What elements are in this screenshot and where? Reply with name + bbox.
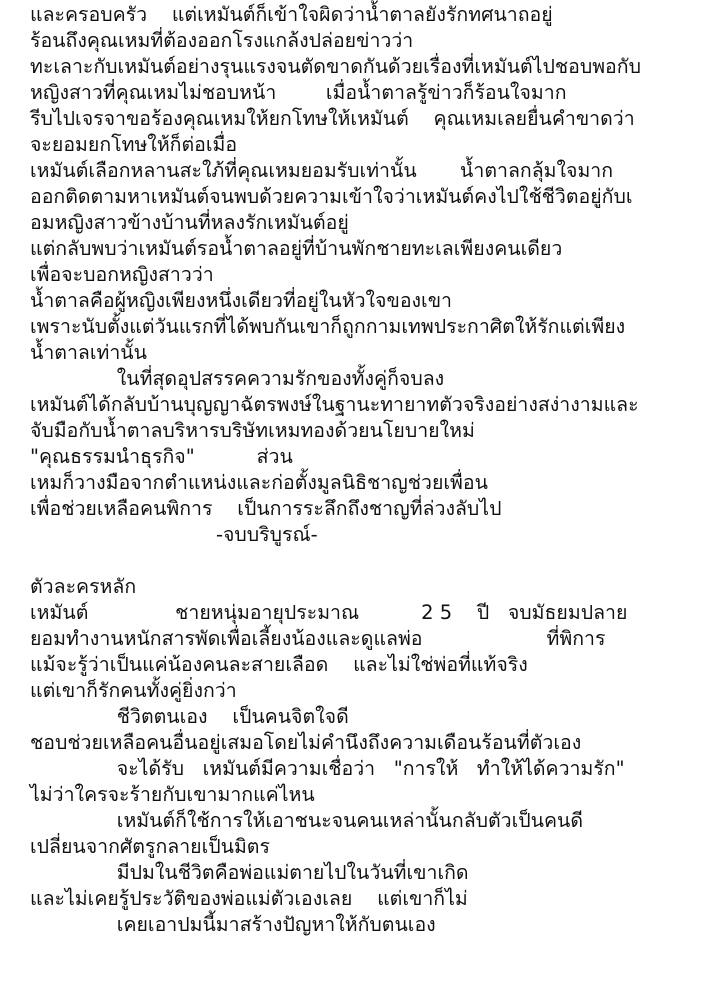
text-line: ออกติดตามหาเหมันต์จนพบด้วยความเข้าใจว่าเหมันต์คงไปใช้ชีวิตอยู่กับเ: [30, 185, 633, 208]
text-line: เคยเอาปมนี้มาสร้างปัญหาให้กับตนเอง: [30, 913, 436, 936]
text-line: เพื่อช่วยเหลือคนพิการ เป็นการระลึกถึงชาญที่ล่วงลับไป: [30, 497, 502, 520]
text-line: อมหญิงสาวข้างบ้านที่หลงรักเหมันต์อยู่: [30, 211, 349, 234]
text-line: จับมือกับน้ำตาลบริหารบริษัทเหมทองด้วยนโยบายใหม่: [30, 419, 475, 442]
text-line: เปลี่ยนจากศัตรูกลายเป็นมิตร: [30, 835, 270, 858]
text-line: แม้จะรู้ว่าเป็นแค่น้องคนละสายเลือด และไม่ใช่พ่อที่แท้จริง: [30, 653, 528, 676]
text-line: หญิงสาวที่คุณเหมไม่ชอบหน้า เมื่อน้ำตาลรู้ข่าวก็ร้อนใจมาก: [30, 81, 567, 104]
text-line: ชีวิตตนเอง เป็นคนจิตใจดี: [30, 705, 349, 728]
text-line: ไม่ว่าใครจะร้ายกับเขามากแค่ไหน: [30, 783, 315, 806]
text-line: ในที่สุดอุปสรรคความรักของทั้งคู่ก็จบลง: [30, 367, 445, 390]
text-line: น้ำตาลเท่านั้น: [30, 341, 147, 364]
end-marker: -จบบริบูรณ์-: [30, 523, 318, 546]
text-line: จะได้รับ เหมันต์มีความเชื่อว่า "การให้ ทำให้ได้ความรัก": [30, 757, 625, 780]
text-line: เพราะนับตั้งแต่วันแรกที่ได้พบกันเขาก็ถูกกามเทพประกาศิตให้รักแต่เพียง: [30, 315, 626, 338]
text-line: น้ำตาลคือผู้หญิงเพียงหนึ่งเดียวที่อยู่ในหัวใจของเขา: [30, 289, 452, 312]
text-line: เหมันต์เลือกหลานสะใภ้ที่คุณเหมยอมรับเท่านั้น น้ำตาลกลุ้มใจมาก: [30, 159, 614, 182]
text-line: แต่กลับพบว่าเหมันต์รอน้ำตาลอยู่ที่บ้านพักชายทะเลเพียงคนเดียว: [30, 237, 563, 260]
text-line: ชอบช่วยเหลือคนอื่นอยู่เสมอโดยไม่คำนึงถึงความเดือนร้อนที่ตัวเอง: [30, 731, 582, 754]
text-line: เหมันต์ได้กลับบ้านบุญญาฉัตรพงษ์ในฐานะทายาทตัวจริงอย่างสง่างามและ: [30, 393, 639, 416]
text-line: และไม่เคยรู้ประวัติของพ่อแม่ตัวเองเลย แต่เขาก็ไม่: [30, 887, 468, 910]
section-heading: ตัวละครหลัก: [30, 575, 137, 598]
text-line: จะยอมยกโทษให้ก็ต่อเมื่อ: [30, 133, 238, 156]
text-line: รีบไปเจรจาขอร้องคุณเหมให้ยกโทษให้เหมันต์ คุณเหมเลยยื่นคำขาดว่า: [30, 107, 635, 130]
text-line: เพื่อจะบอกหญิงสาวว่า: [30, 263, 214, 286]
text-line: ทะเลาะกับเหมันต์อย่างรุนแรงจนตัดขาดกันด้วยเรื่องที่เหมันต์ไปชอบพอกับ: [30, 55, 641, 78]
text-line: และครอบครัว แต่เหมันต์ก็เข้าใจผิดว่าน้ำตาลยังรักทศนาถอยู่: [30, 3, 553, 26]
text-line: ยอมทำงานหนักสารพัดเพื่อเลี้ยงน้องและดูแลพ่อ ที่พิการ: [30, 627, 606, 650]
text-line: แต่เขาก็รักคนทั้งคู่ยิ่งกว่า: [30, 679, 237, 702]
text-line: ร้อนถึงคุณเหมที่ต้องออกโรงแกล้งปล่อยข่าวว่า: [30, 29, 414, 52]
text-line: มีปมในชีวิตคือพ่อแม่ตายไปในวันที่เขาเกิด: [30, 861, 469, 884]
text-line: เหมันต์ ชายหนุ่มอายุประมาณ 2 5 ปี จบมัธยมปลาย: [30, 601, 628, 624]
text-line: เหมันต์ก็ใช้การให้เอาชนะจนคนเหล่านั้นกลับตัวเป็นคนดี: [30, 809, 584, 832]
text-line: "คุณธรรมนำธุรกิจ" ส่วน: [30, 445, 293, 468]
text-line: เหมก็วางมือจากตำแหน่งและก่อตั้งมูลนิธิชาญช่วยเพื่อน: [30, 471, 488, 494]
